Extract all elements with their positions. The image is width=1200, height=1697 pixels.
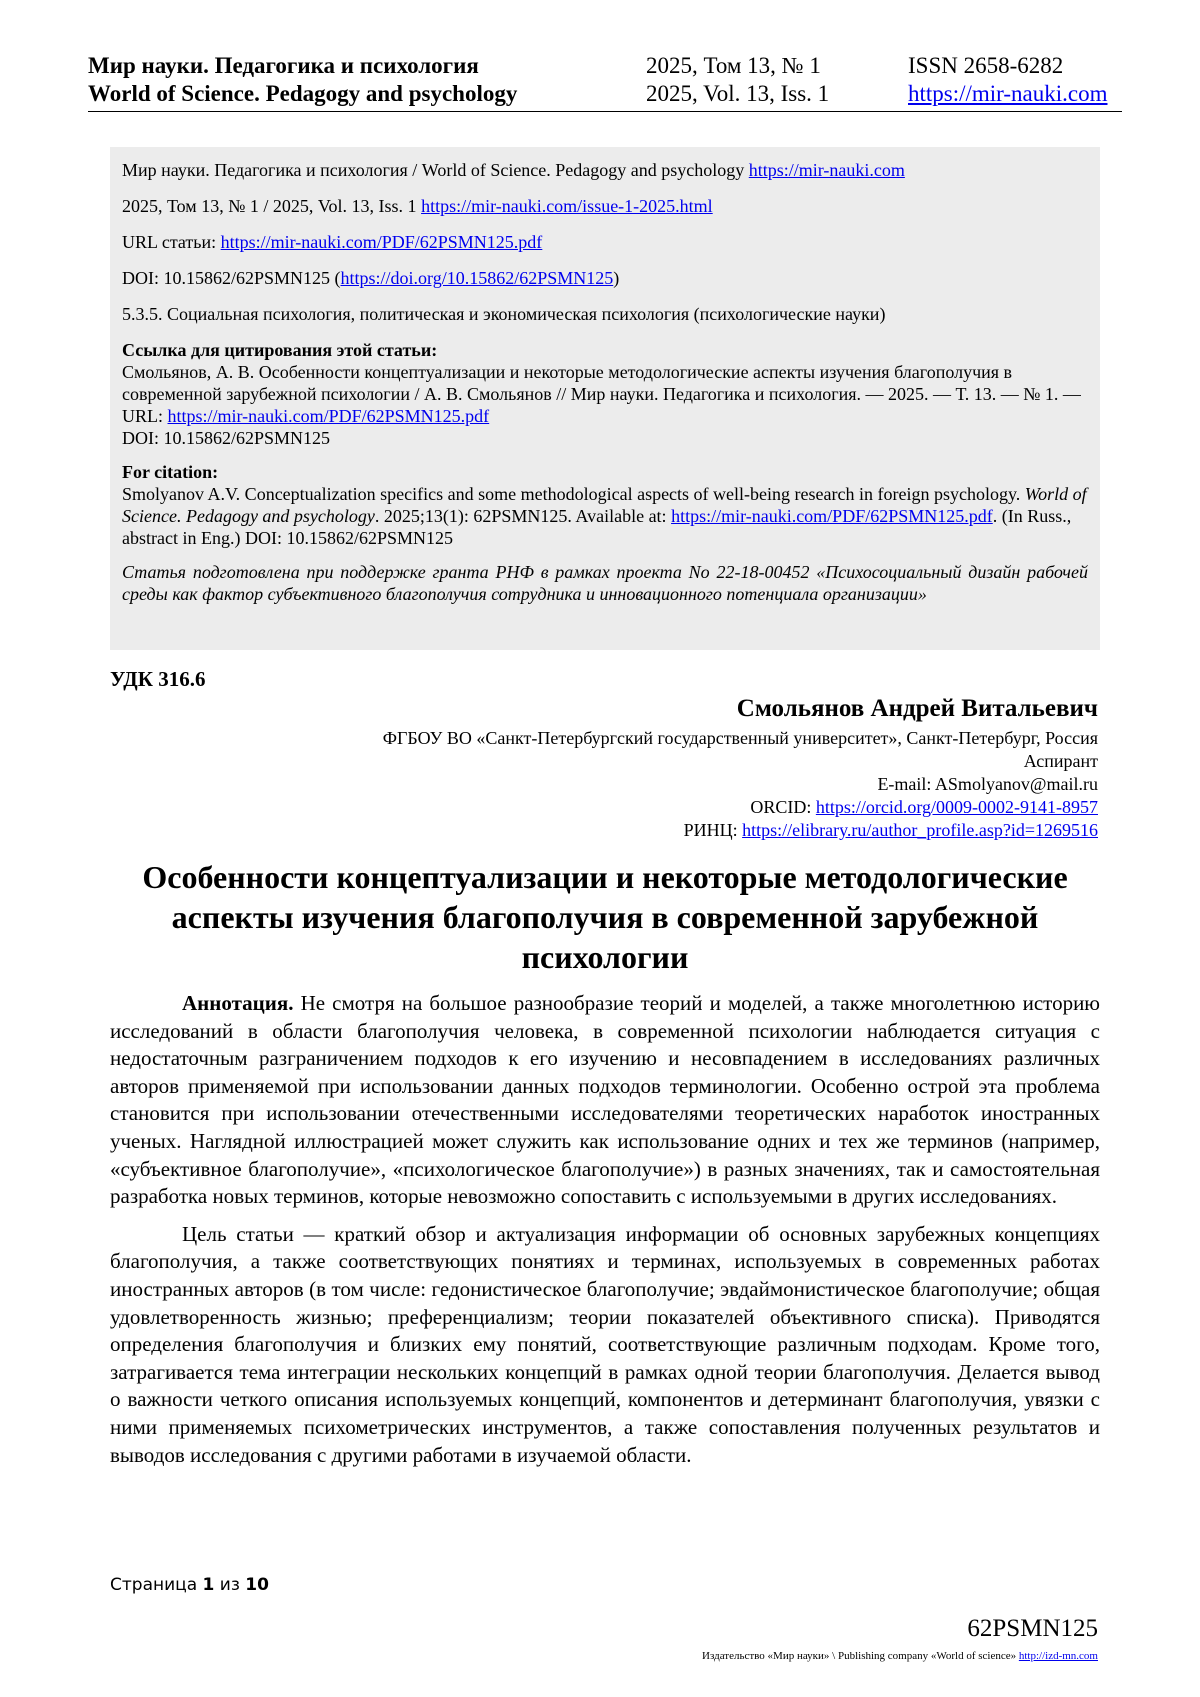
doi-link[interactable]: https://doi.org/10.15862/62PSMN125	[340, 268, 614, 288]
citation-en-heading: For citation:	[122, 462, 219, 482]
author-name: Смольянов Андрей Витальевич	[736, 695, 1098, 722]
citation-ru-link[interactable]: https://mir-nauki.com/PDF/62PSMN125.pdf	[167, 406, 490, 426]
issue-en: 2025, Vol. 13, Iss. 1	[646, 81, 830, 106]
citation-en: For citation: Smolyanov A.V. Conceptualization specifics and some methodological aspects of well-being research in foreign psychology. World of Science. Pedagogy and psychology. 2025;13(1): 62PSMN125. Available at: https://mir-nauki.com/PDF/62PSMN125.pdf. (In Russ., abstract in Eng.) DOI: 10.15862/62PSMN125	[122, 462, 1087, 548]
author-block	[198, 693, 1098, 842]
journal-link[interactable]: https://mir-nauki.com	[748, 160, 905, 180]
issn: ISSN 2658-6282	[908, 53, 1064, 78]
page-number: Страница 1 из 10	[110, 1575, 269, 1595]
article-url-link[interactable]: https://mir-nauki.com/PDF/62PSMN125.pdf	[220, 232, 543, 252]
abstract-label: Аннотация.	[182, 991, 294, 1015]
author-position: Аспирант	[1023, 751, 1098, 771]
journal-title-ru: Мир науки. Педагогика и психология	[88, 53, 479, 78]
journal-title-en: World of Science. Pedagogy and psychology	[88, 81, 518, 106]
issue-line: 2025, Том 13, № 1 / 2025, Vol. 13, Iss. 1 https://mir-nauki.com/issue-1-2025.html	[122, 196, 713, 216]
orcid-link[interactable]: https://orcid.org/0009-0002-9141-8957	[815, 797, 1098, 817]
article-code: 62PSMN125	[967, 1615, 1098, 1642]
issue-ru: 2025, Том 13, № 1	[646, 53, 821, 78]
author-rinc: РИНЦ: https://elibrary.ru/author_profile.asp?id=1269516	[683, 820, 1098, 840]
grant-note: Статья подготовлена при поддержке гранта РНФ в рамках проекта No 22-18-00452 «Психосоциальный дизайн рабочей среды как фактор субъективного благополучия сотрудника и инновационного потенциала организации»	[122, 562, 1088, 604]
author-orcid: ORCID: https://orcid.org/0009-0002-9141-8957	[750, 797, 1098, 817]
journal-header	[88, 52, 1122, 108]
citation-en-link[interactable]: https://mir-nauki.com/PDF/62PSMN125.pdf	[671, 506, 993, 526]
publisher-link[interactable]: http://izd-mn.com	[1018, 1650, 1098, 1662]
citation-ru-heading: Ссылка для цитирования этой статьи:	[122, 340, 438, 360]
issue-link[interactable]: https://mir-nauki.com/issue-1-2025.html	[421, 196, 713, 216]
header-divider	[88, 111, 1122, 112]
doi-line: DOI: 10.15862/62PSMN125 (https://doi.org/10.15862/62PSMN125)	[122, 268, 620, 288]
udk-code: УДК 316.6	[110, 667, 206, 691]
citation-ru: Ссылка для цитирования этой статьи: Смольянов, А. В. Особенности концептуализации и некоторые методологические аспекты изучения благополучия в современной зарубежной психологии / А. В. Смольянов // Мир науки. Педагогика и психология. — 2025. — Т. 13. — № 1. — URL: https://mir-nauki.com/PDF/62PSMN125.pdf DOI: 10.15862/62PSMN125	[122, 340, 1081, 448]
journal-line: Мир науки. Педагогика и психология / World of Science. Pedagogy and psychology https://mir-nauki.com	[122, 160, 905, 180]
specialty-line: 5.3.5. Социальная психология, политическая и экономическая психология (психологические науки)	[122, 304, 886, 324]
abstract-paragraph: Цель статьи — краткий обзор и актуализация информации об основных зарубежных концепциях благополучия, а также соответствующих понятиях и терминах, используемых в современных работах иностранных авторов (в том числе: гедонистическое благополучие; эвдаймонистическое благополучие; общая удовлетворенность жизнью; преференциализм; теории показателей объективного списка). Приводятся определения благополучия и близких ему понятий, соответствующие различным подходам. Кроме того, затрагивается тема интеграции нескольких концепций в рамках одной теории благополучия. Делается вывод о важности четкого описания используемых концепций, компонентов и детерминант благополучия, увязки с ними применяемых психометрических инструментов, а также сопоставления полученных результатов и выводов исследования с другими работами в изучаемой области.	[110, 1221, 1100, 1467]
article-info-box	[110, 147, 1100, 650]
rinc-link[interactable]: https://elibrary.ru/author_profile.asp?id=1269516	[742, 820, 1098, 840]
abstract	[110, 990, 1100, 1469]
author-email: E-mail: ASmolyanov@mail.ru	[877, 774, 1098, 794]
article-title: Особенности концептуализации и некоторые методологические аспекты изучения благополучия в современной зарубежной психологии	[142, 859, 1068, 975]
article-url-line: URL статьи: https://mir-nauki.com/PDF/62PSMN125.pdf	[122, 232, 543, 252]
publisher-line: Издательство «Мир науки» \ Publishing company «World of science» http://izd-mn.com	[702, 1650, 1098, 1662]
journal-site-link[interactable]: https://mir-nauki.com	[908, 81, 1108, 106]
author-affiliation: ФГБОУ ВО «Санкт-Петербургский государственный университет», Санкт-Петербург, Россия	[382, 728, 1098, 748]
abstract-paragraph: Аннотация. Не смотря на большое разнообразие теорий и моделей, а также многолетнюю историю исследований в области благополучия человека, в современной психологии наблюдается ситуация с недостаточным разграничением подходов к его изучению и несовпадением в исследованиях различных авторов применяемой при использовании данных подходов терминологии. Особенно острой эта проблема становится при использовании отечественными исследователями теоретических наработок иностранных ученых. Наглядной иллюстрацией может служить как использование одних и тех же терминов (например, «субъективное благополучие», «психологическое благополучие») в разных значениях, так и самостоятельная разработка новых терминов, которые невозможно сопоставить с используемыми в других исследованиях.	[110, 991, 1100, 1209]
